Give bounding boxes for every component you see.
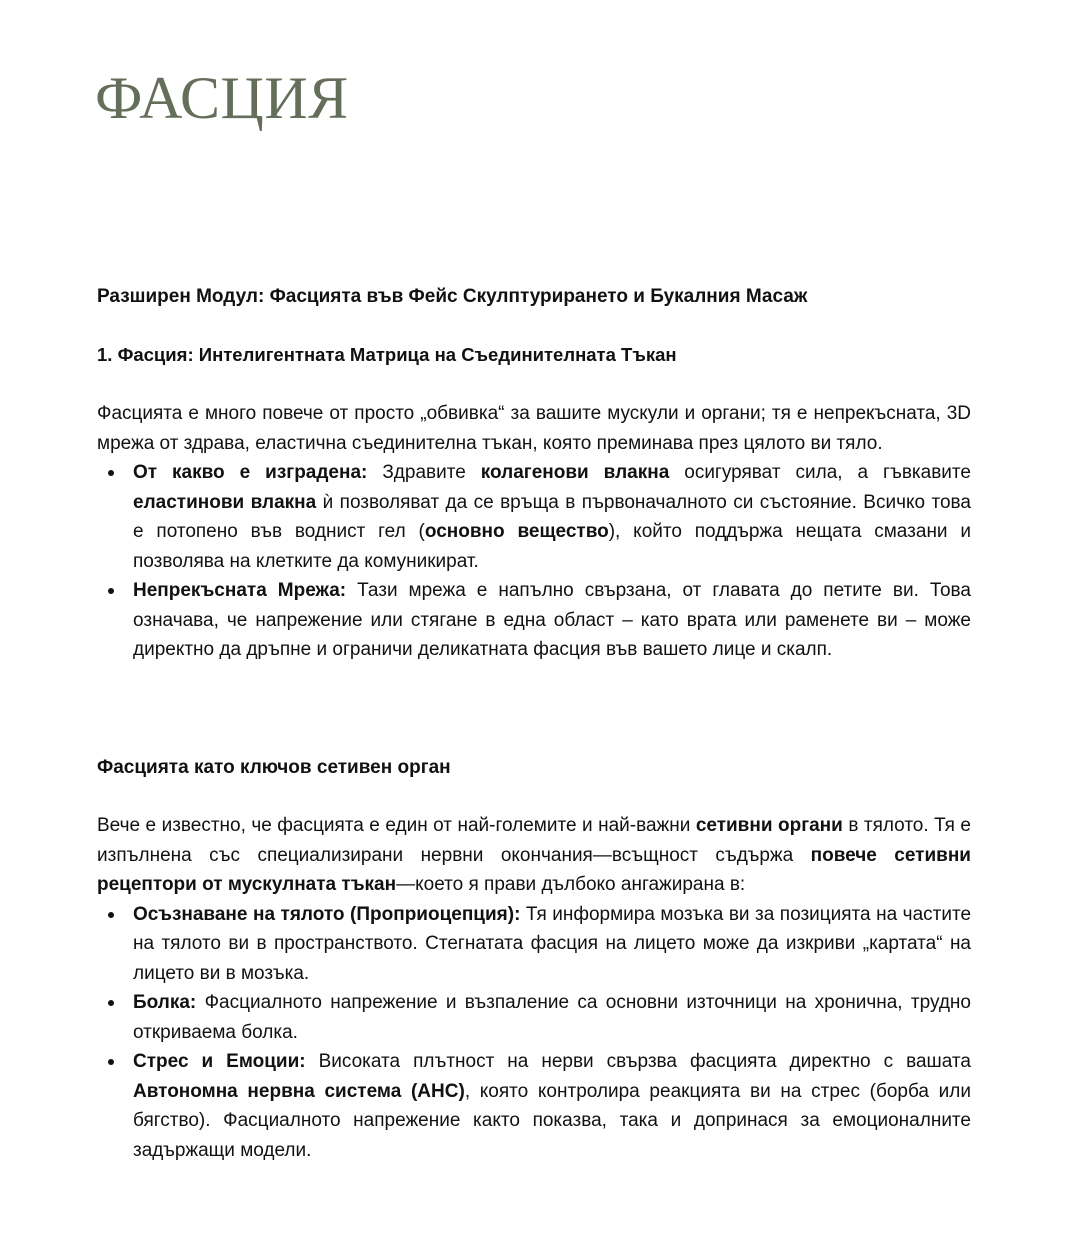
intro-text: Вече е известно, че фасцията е един от най-големите и най-важни: [97, 815, 696, 836]
bullet-label: Стрес и Емоции:: [133, 1051, 306, 1072]
bullet-text: Здравите: [367, 462, 481, 483]
section1-body: [97, 399, 971, 665]
list-item: [133, 576, 971, 665]
bold-term: еластинови влакна: [133, 491, 317, 513]
section1-heading: 1. Фасция: Интелигентната Матрица на Съединителната Тъкан: [97, 344, 677, 365]
bullet-label: Осъзнаване на тялото (Проприоцепция):: [133, 903, 521, 925]
section1-intro: Фасцията е много повече от просто „обвивка“ за вашите мускули и органи; тя е непрекъсната, 3D мрежа от здрава, еластична съединителна тъкан, която преминава през цялото ви тяло.: [97, 403, 971, 454]
section2-body: [97, 811, 971, 1165]
module-heading: Разширен Модул: Фасцията във Фейс Скулптурирането и Букалния Масаж: [97, 286, 808, 307]
bullet-text: , която контролира реакцията ви на стрес (борба или бягство). Фасциалното напрежение както показва, така и допринася за емоционалните задържащи модели.: [133, 1080, 971, 1161]
bold-term: сетивни органи: [695, 815, 843, 836]
section2-intro: [97, 811, 971, 900]
bullet-text: Високата плътност на нерви свързва фасцията директно с вашата: [305, 1051, 971, 1072]
bold-term: основно вещество: [424, 521, 609, 542]
section1-bullet-list: [97, 458, 971, 665]
bullet-text: ), който поддържа нещата смазани и позволява на клетките да комуникират.: [133, 521, 971, 572]
list-item: [133, 988, 971, 1047]
bullet-text: ѝ позволяват да се връща в първоначалното си състояние. Всичко това е потопено във воднист гел (: [133, 491, 971, 542]
section2-bullet-list: [97, 900, 971, 1166]
list-item: [133, 1047, 971, 1165]
intro-text: в тялото. Тя е изпълнена със специализирани нервни окончания—всъщност съдържа: [97, 815, 971, 866]
bullet-label: Болка:: [133, 992, 197, 1013]
list-item: [133, 458, 971, 576]
bold-term: Автономна нервна система (АНС): [133, 1080, 465, 1102]
bullet-label: Непрекъсната Мрежа:: [133, 580, 347, 601]
bullet-text: Тя информира мозъка ви за позицията на частите на тялото ви в пространството. Стегнатата фасция на лицето може да изкриви „картата“ на лицето ви в мозъка.: [133, 903, 972, 984]
section2-heading: Фасцията като ключов сетивен орган: [97, 757, 451, 778]
bold-term: повече сетивни рецептори от мускулната тъкан: [97, 844, 971, 895]
list-item: [133, 900, 971, 989]
bullet-text: Фасциалното напрежение и възпаление са основни източници на хронична, трудно откриваема болка.: [133, 992, 971, 1043]
bullet-text: Тази мрежа е напълно свързана, от главата до петите ви. Това означава, че напрежение или стягане в една област – като врата или раменете ви – може директно да дръпне и ограничи деликатната фасция във вашето лице и скалп.: [133, 580, 971, 660]
intro-text: —което я прави дълбоко ангажирана в:: [396, 874, 746, 895]
bullet-label: От какво е изградена:: [133, 462, 368, 483]
page-title: ФАСЦИЯ: [95, 65, 349, 131]
bold-term: колагенови влакна: [480, 462, 670, 483]
bullet-text: осигуряват сила, а гъвкавите: [669, 462, 971, 483]
